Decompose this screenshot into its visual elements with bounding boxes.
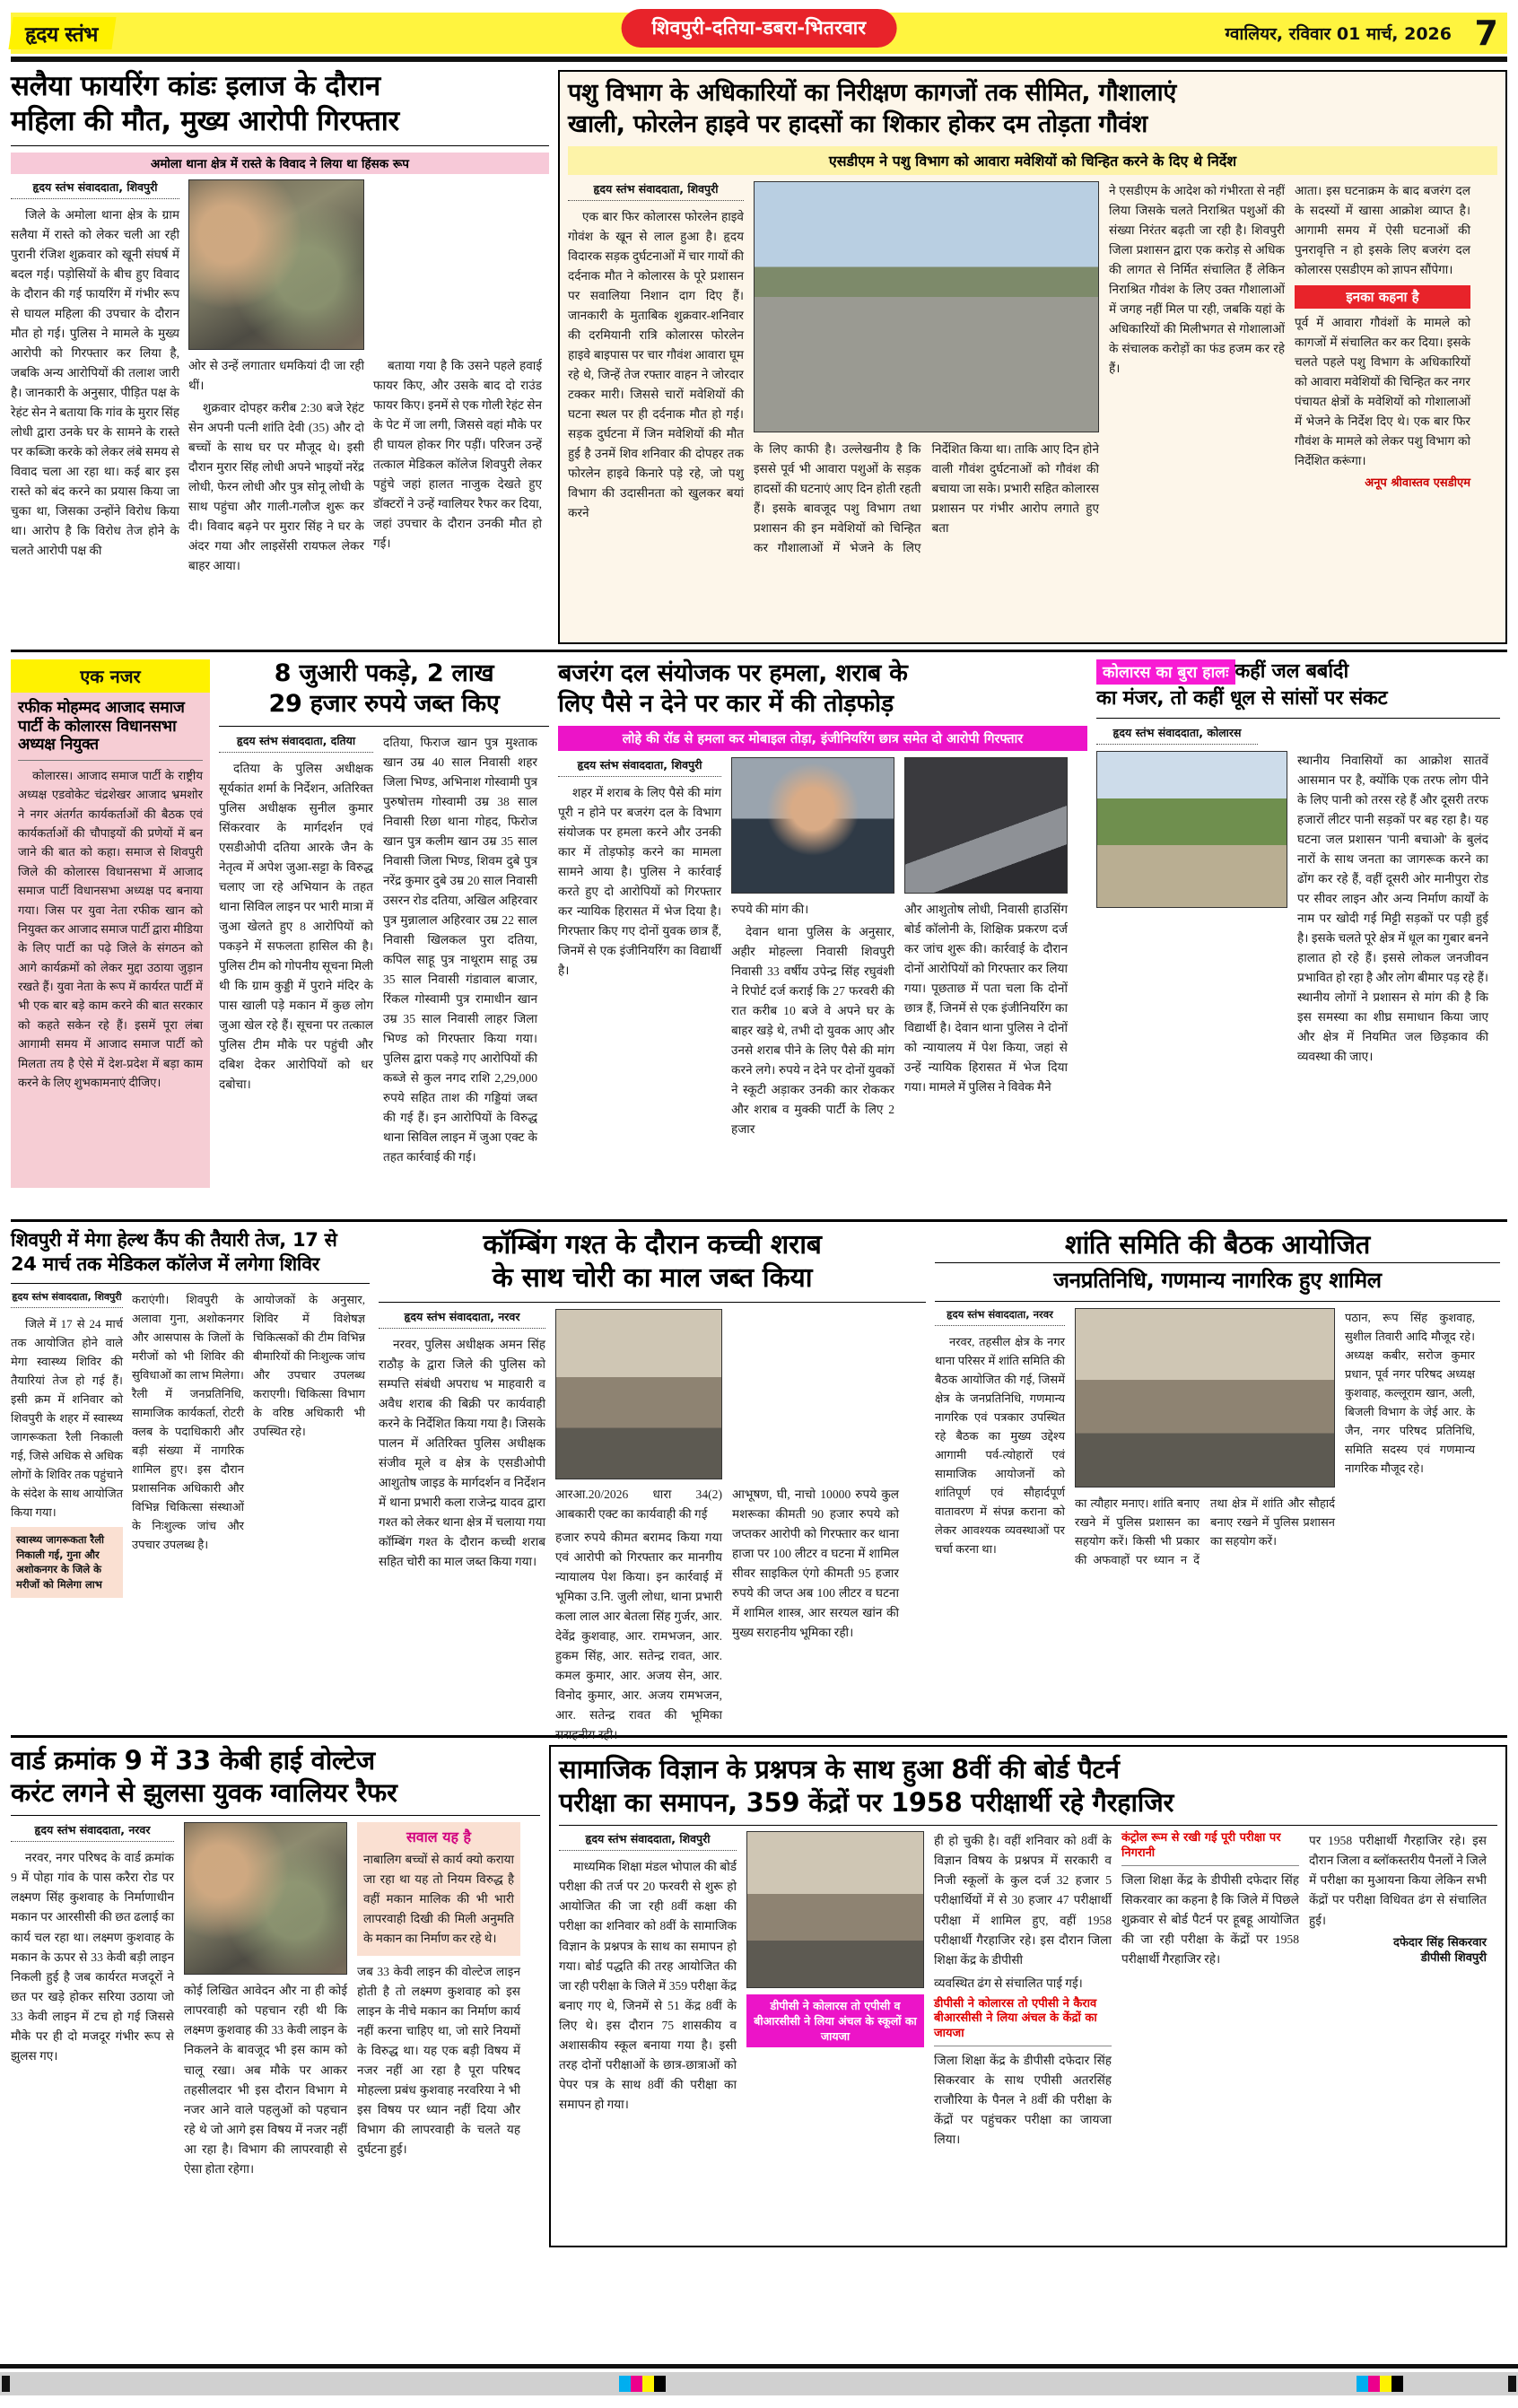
jua-byline: हृदय स्तंभ संवाददाता, दतिया bbox=[219, 733, 373, 753]
exam-text-2: ही हो चुकी है। वहीं शनिवार को 8वीं के विज्ञान विषय के प्रश्नपत्र में सरकारी व निजी स्कूलों के कुल दर्ज 32 हजार 5 परीक्षार्थियों में से 30 हजार 47 परीक्षार्थी परीक्षा में शामिल हुए, वहीं 1958 परीक्षार्थी गैरहाजिर रहे। इस दौरान जिला शिक्षा केंद्र के डीपीसी bbox=[934, 1834, 1112, 1967]
health-text-1: जिले में 17 से 24 मार्च तक आयोजित होने वाले मेगा स्वास्थ्य शिविर की तैयारियां तेज हो गई हैं। इसी क्रम में शनिवार को शिवपुरी के शहर में स्वास्थ्य जागरूकता रैली निकाली गई, जिसे अधिक से अधिक लोगों के शिविर तक पहुंचाने के संदेश के साथ आयोजित किया गया। bbox=[11, 1316, 123, 1519]
ek-nazar-title: एक नजर bbox=[11, 659, 210, 693]
shanti-photo-col bbox=[1075, 1308, 1335, 1569]
shanti-text-4: पठान, रूप सिंह कुशवाह, सुशील तिवारी आदि मौजूद रहे। अध्यक्ष कबीर, सरोज कुमार प्रधान, पूर्व नगर परिषद अध्यक्ष कुशवाह, कल्लूराम खान, अली, बिजली विभाग के जेई आर. के जैन, नगर परिषद प्रतिनिधि, समिति सदस्य एवं गणमान्य नागरिक मौजूद रहे। bbox=[1345, 1310, 1475, 1475]
exam-col-1 bbox=[559, 1831, 737, 2152]
salaiya-text-2b: शुक्रवार दोपहर करीब 2:30 बजे रेहंट सेन अपनी पत्नी शांति देवी (35) और दो बच्चों के साथ घर पर मौजूद थे। इसी दौरान मुरार सिंह लोधी अपने भाइयों नरेंद्र लोधी, फेरन लोधी और पुत्र सोनू लोधी के साथ पहुंचा और गाली-गलौज शुरू कर दी। विवाद बढ़ने पर मुरार सिंह ने घर के अंदर गया और लाइसेंसी रायफल लेकर बाहर आया। bbox=[188, 401, 364, 573]
divider bbox=[11, 1283, 370, 1284]
bajrang-col-2 bbox=[731, 757, 894, 1142]
edition-badge: शिवपुरी-दतिया-डबरा-भितरवार bbox=[622, 9, 897, 48]
exam-sign-title: डीपीसी शिवपुरी bbox=[1420, 1951, 1487, 1966]
cmyk-swatch-group-left bbox=[619, 2376, 666, 2392]
combing-photo-seizure bbox=[555, 1309, 722, 1479]
combing-headline-line2: के साथ चोरी का माल जब्त किया bbox=[492, 1262, 813, 1295]
pashu-col-3 bbox=[1109, 181, 1285, 589]
divider bbox=[379, 1302, 926, 1303]
article-exam-board bbox=[549, 1745, 1507, 2247]
newspaper-page bbox=[0, 13, 1518, 2408]
bajrang-text-2b: देवान थाना पुलिस के अनुसार, अहीर मोहल्ला निवासी शिवपुरी निवासी 33 वर्षीय उपेन्द्र सिंह रघुवंशी ने रिपोर्ट दर्ज कराई कि 27 फरवरी की रात करीब 10 बजे वे अपने घर के बाहर खड़े थे, तभी दो युवक आए और उनसे शराब पीने के लिए पैसे की मांग करने लगे। रुपये न देने पर दोनों युवकों ने स्कूटी अड़ाकर उनकी कार रोककर और शराब व मुक्की पार्टी के लिए 2 हजार bbox=[731, 924, 894, 1136]
kolaras-headline-highlight: कोलारस का बुरा हालः bbox=[1096, 659, 1235, 685]
exam-sign-name: दफेदार सिंह सिकरवार bbox=[1393, 1935, 1487, 1950]
kolaras-byline: हृदय स्तंभ संवाददाता, कोलारस bbox=[1096, 725, 1258, 745]
article-shanti-samiti bbox=[935, 1229, 1500, 1732]
exam-headline-line2: परीक्षा का समापन, 359 केंद्रों पर 1958 परीक्षार्थी रहे गैरहाजिर bbox=[559, 1787, 1174, 1819]
health-headline-line2: 24 मार्च तक मेडिकल कॉलेज में लगेगा शिविर bbox=[11, 1252, 320, 1275]
exam-text-2-sub: व्यवस्थित ढंग से संचालित पाई गई। bbox=[934, 1976, 1083, 1990]
pashu-photo-highway bbox=[754, 181, 1099, 432]
pashu-photo-col bbox=[754, 181, 1099, 589]
shanti-byline: हृदय स्तंभ संवाददाता, नरवर bbox=[935, 1308, 1065, 1326]
salaiya-text-2a: ओर से उन्हें लगातार धमकियां दी जा रही थीं। bbox=[188, 359, 364, 393]
exam-photo-center bbox=[746, 1831, 924, 1988]
article-combing bbox=[379, 1229, 926, 1741]
jua-text-1: दतिया के पुलिस अधीक्षक सूर्यकांत शर्मा के निर्देशन, अतिरिक्त पुलिस अधीक्षक सुनील कुमार सिंकरवार के मार्गदर्शन एवं एसडीओपी दतिया आरके जैन के नेतृत्व में अपेश जुआ-सट्टा के विरुद्ध चलाए जा रहे अभियान के तहत थाना सिविल लाइन पर भारी मात्रा में जुआ खेलते हुए 8 आरोपियों को पकड़ने में सफलता हासिल की है। पुलिस टीम को गोपनीय सूचना मिली थी कि ग्राम कुड्डी में पुराने मंदिर के पास खाली पड़े मकान में कुछ लोग जुआ खेल रहे हैं। सूचना पर तत्काल पुलिस टीम मौके पर पहुंची और दबिश देकर आरोपियों को धर दबोचा। bbox=[219, 761, 373, 1091]
page-number: 7 bbox=[1474, 13, 1498, 53]
exam-text-5: पर 1958 परीक्षार्थी गैरहाजिर रहे। इस दौरान जिला व ब्लॉकस्तरीय पैनलों ने जिले में परीक्षा का मुआयना किया लेकिन सभी केंद्रों पर परीक्षा विधिवत ढंग से संचालित हुई। bbox=[1309, 1834, 1487, 1927]
masthead-rule bbox=[11, 57, 1507, 62]
exam-text-1: माध्यमिक शिक्षा मंडल भोपाल की बोर्ड परीक्षा की तर्ज पर 20 फरवरी से शुरू हो आयोजित की जा रही 8वीं कक्षा की परीक्षा का शनिवार को 8वीं के सामाजिक विज्ञान के प्रश्नपत्र के साथ का समापन हो गया। बोर्ड पद्धति की तरह आयोजित की जा रही परीक्षा के जिले में 359 परीक्षा केंद्र बनाए गए थे, जिनमें से 51 केंद्र 8वीं के लिए थे। इस दौरान 75 शासकीय व अशासकीय स्कूल बनाया गया है। इसी तरह दोनों परीक्षाओं के छात्र-छात्राओं को पेपर पत्र के साथ 8वीं की परीक्षा का समापन हो गया। bbox=[559, 1860, 737, 2111]
health-col-1 bbox=[11, 1290, 123, 1598]
salaiya-col-1 bbox=[11, 179, 179, 592]
pashu-col-4 bbox=[1295, 181, 1470, 589]
pashu-text-3: ने एसडीएम के आदेश को गंभीरता से नहीं लिया जिसके चलते निराश्रित पशुओं की संख्या निरंतर बढ़ती जा रही है। शिवपुरी जिला प्रशासन द्वारा एक करोड़ से अधिक की लागत से निर्मित संचालित हैं लेकिन निराश्रित गौवंश के लिए उक्त गौशालाओं में जगह नहीं मिल पा रही, जबकि यहां के अधिकारियों की मिलीभगत से गोशालाओं के संचालक करोड़ों का फंड हजम कर रहे हैं। bbox=[1109, 183, 1285, 375]
salaiya-photo bbox=[188, 179, 364, 350]
pashu-kicker: एसडीएम ने पशु विभाग को आवारा मवेशियों को चिन्हित करने के दिए थे निर्देश bbox=[568, 146, 1497, 175]
kolaras-headline-line2: का मंजर, तो कहीं धूल से सांसों पर संकट bbox=[1096, 687, 1388, 710]
bottom-rule bbox=[0, 2364, 1518, 2369]
bajrang-headline-line1: बजरंग दल संयोजक पर हमला, शराब के bbox=[558, 659, 908, 687]
current-question-title: सवाल यह है bbox=[406, 1828, 472, 1846]
health-col-3 bbox=[253, 1290, 365, 1598]
salaiya-headline-line1: सलैया फायरिंग कांडः इलाज के दौरान bbox=[11, 70, 380, 102]
article-jua bbox=[219, 659, 549, 1216]
exam-col-3 bbox=[1121, 1831, 1299, 2152]
current-text-2: कोई लिखित आवेदन और ना ही कोई लापरवाही को पहचान रही थी कि लक्ष्मण कुशवाह की 33 केवी लाइन के निकलने के बावजूद भी इस काम को चालू रखा। अब मौके पर आकर तहसीलदार भी इस दौरान विभाग मे नजर आने वाले पहलुओं को पहचान रहे थे जो आगे इस विषय में नजर नहीं आ रहा है। विभाग की लापरवाही से ऐसा होता रहेगा। bbox=[184, 1984, 347, 2176]
sidebar-ek-nazar bbox=[11, 659, 210, 1216]
bajrang-text-3: और आशुतोष लोधी, निवासी हाउसिंग बोर्ड कॉलोनी के, शिक्षिक प्रकरण दर्ज कर जांच शुरू की। कार्रवाई के दौरान दोनों आरोपियों को गिरफ्तार कर लिया गया। पूछताछ में पता चला कि दोनों छात्र हैं, जिनमें से एक इंजीनियरिंग का विद्यार्थी है। देवान थाना पुलिस ने दोनों को न्यायालय में पेश किया, जहां से उन्हें न्यायिक हिरासत में भेज दिया गया। मामले में पुलिस ने विवेक मैने bbox=[904, 902, 1068, 1094]
divider bbox=[11, 1815, 540, 1816]
pashu-text-2: के लिए काफी है। उल्लेखनीय है कि इससे पूर्व भी आवारा पशुओं के सड़क हादसों की घटनाएं आए दिन होती रहती हैं। इसके बावजूद पशु विभाग तथा प्रशासन की इन मवेशियों को चिन्हित कर गौशालाओं में भेजने के लिए निर्देशित किया था। ताकि आए दिन होने वाली गौवंश दुर्घटनाओं को गौवंश की बचाया जा सके। प्रभारी सहित कोलारस प्रशासन पर गंभीर आरोप लगाते हुए बता bbox=[754, 441, 1099, 554]
divider bbox=[935, 1301, 1500, 1302]
jua-text-2: दतिया, फिराज खान पुत्र मुश्ताक खान उम्र 40 साल निवासी शहर जिला भिण्ड, अभिनाश गोस्वामी पुत्र पुरुषोत्तम गोस्वामी उम्र 38 साल निवासी रिछा थाना गोहद, फिरोज खान पुत्र कलीम खान उम्र 35 साल निवासी जिला भिण्ड, शिवम दुबे पुत्र नरेंद्र कुमार दुबे उम्र 20 साल निवासी उसरन रोड दतिया, अखिल अहिरवार पुत्र मुन्नालाल अहिरवार उम्र 22 साल निवासी खिलकल पुरा दतिया, कपिल साहू पुत्र नाथूराम साहू उम्र 35 साल निवासी गंडावाल बाजार, रिंकल गोस्वामी पुत्र रामाधीन खान उम्र 35 साल निवासी लाहर जिला भिण्ड को गिरफ्तार किया गया। पुलिस द्वारा पकड़े गए आरोपियों की कब्जे से कुल नगद राशि 2,29,000 रुपये सहित ताश की गड्डियां जब्त की गई हैं। इन आरोपियों के विरुद्ध थाना सिविल लाइन में जुआ एक्ट के तहत कार्रवाई की गई। bbox=[383, 735, 537, 1165]
current-byline: हृदय स्तंभ संवाददाता, नरवर bbox=[11, 1822, 174, 1842]
pashu-headline-line2: खाली, फोरलेन हाइवे पर हादसों का शिकार होकर दम तोड़ता गौवंश bbox=[568, 109, 1147, 138]
jua-headline-line1: 8 जुआरी पकड़े, 2 लाख bbox=[274, 659, 494, 687]
current-headline-line2: करंट लगने से झुलसा युवक ग्वालियर रैफर bbox=[11, 1777, 397, 1809]
kolaras-photo-col bbox=[1096, 751, 1287, 1069]
health-byline: हृदय स्तंभ संवाददाता, शिवपुरी bbox=[11, 1290, 123, 1308]
combing-col-3 bbox=[732, 1309, 899, 1748]
shanti-text-2: का त्यौहार मनाए। शांति बनाए रखने में पुलिस प्रशासन का सहयोग करें। किसी भी प्रकार की अफवाहों पर ध्यान न दें तथा क्षेत्र में शांति और सौहार्द बनाए रखने में पुलिस प्रशासन का सहयोग करें। bbox=[1075, 1496, 1335, 1566]
current-text-1: नरवर, नगर परिषद के वार्ड क्रमांक 9 में पोहा गांव के पास करैरा रोड पर लक्ष्मण सिंह कुशवाह के निर्माणाधीन मकान पर आरसीसी की छत ढलाई का कार्य चल रहा था। लक्ष्मण कुशवाह के मकान के ऊपर से 33 केवी बड़ी लाइन निकली हुई है जब कार्यरत मजदूरों ने छत पर खड़े होकर सरिया उठाया जो 33 केवी लाइन में टच हो गई जिससे मौके पर ही दो मजदूर गंभीर रूप से झुलस गए। bbox=[11, 1851, 174, 2063]
current-question-text: नाबालिग बच्चों से कार्य क्यो कराया जा रहा था यह तो नियम विरुद्ध है वहीं मकान मालिक की भी भारी लापरवाही दिखी की मिली अनुमति के मकान का निर्माण कर रहे थे। bbox=[363, 1853, 514, 1945]
combing-caption: आरआ.20/2026 धारा 34(2) आबकारी एक्ट का कार्यवाही की गई bbox=[555, 1487, 722, 1521]
ek-nazar-text: कोलारस। आजाद समाज पार्टी के राष्ट्रीय अध्यक्ष एडवोकेट चंद्रशेखर आजाद भ्रमशोर ने नगर अंतर्गत कार्यकर्ताओं की बैठक एवं कार्यकर्ताओं की चौपाइयों की प्रणेयों में बन जाने की बात को कहा। समाज से शिवपुरी जिले की कोलारस विधानसभा में आजाद समाज पार्टी विधानसभा अध्यक्ष पद बनाया गया। जिस पर युवा नेता रफीक खान को नियुक्त कर आजाद समाज पार्टी द्वारा मीडिया के लिए पार्टी का पढ़े जिले के संगठन को आगे कार्यक्रमों को लेकर मुद्दा उठाया जुड़ान रखते हैं। युवा नेता के रूप में कार्यरत पार्टी में भी एक बार बड़े काम करने की बात सरकार को कहते सकेन रहे हैं। इसमें पूरा लंबा आगामी समय में आजाद समाज पार्टी को मिलता तय है ऐसे में देश-प्रदेश में बड़ा काम करने के लिए शुभकामनाएं दीजिए। bbox=[18, 768, 203, 1089]
jua-col-1 bbox=[219, 733, 373, 1170]
ek-nazar-headline: रफीक मोहम्मद आजाद समाज पार्टी के कोलारस विधानसभा अध्यक्ष नियुक्त bbox=[18, 699, 203, 761]
current-col-3 bbox=[357, 1822, 520, 2181]
kolaras-col-text bbox=[1297, 751, 1488, 1069]
combing-text-2: हजार रुपये कीमत बरामद किया गया एवं आरोपी को गिरफ्तार कर मानगीय न्यायालय पेश किया। इन कार्रवाई में भूमिका उ.नि. जुली लोधा, थाना प्रभारी कला लाल आर बेतला सिंह गुर्जर, आर. देवेंद्र कुशवाह, आर. रामभजन, आर. हुकम सिंह, आर. सतेन्द्र रावत, आर. कमल कुमार, आर. अजय सेन, आर. विनोद कुमार, आर. अजय रामभजन, आर. सतेन्द्र रावत की भूमिका सराहनीय रही। bbox=[555, 1530, 722, 1741]
shanti-col-1 bbox=[935, 1308, 1065, 1569]
exam-headline-line1: सामाजिक विज्ञान के प्रश्नपत्र के साथ हुआ 8वीं की बोर्ड पैटर्न bbox=[559, 1754, 1120, 1784]
article-kolaras bbox=[1096, 659, 1500, 1216]
health-highlight-box: स्वास्थ्य जागरूकता रैली निकाली गई, गुना और अशोकनगर के जिले के मरीजों को मिलेगा लाभ bbox=[11, 1527, 123, 1598]
kolaras-headline-rest: कहीं जल बर्बादी bbox=[1234, 660, 1348, 683]
pashu-byline: हृदय स्तंभ संवाददाता, शिवपुरी bbox=[568, 181, 744, 201]
divider bbox=[11, 145, 549, 146]
brand-name: हृदय स्तंभ bbox=[25, 23, 98, 47]
health-text-3: आयोजकों के अनुसार, शिविर में विशेषज्ञ चिकित्सकों की टीम विभिन्न बीमारियों की निःशुल्क जांच और उपचार उपलब्ध कराएगी। चिकित्सा विभाग के वरिष्ठ अधिकारी भी उपस्थित रहे। bbox=[253, 1292, 365, 1438]
current-text-3: जब 33 केवी लाइन की वोल्टेज लाइन होती है तो लक्ष्मण कुशवाह को इस लाइन के नीचे मकान का निर्माण कार्य नहीं करना चाहिए था, जो सारे नियमों के विरुद्ध था। यह एक बड़ी विषय में नजर नहीं आ रहा है पूरा परिषद मोहल्ला प्रबंध कुशवाह नरवरिया ने भी इस विषय पर ध्यान नहीं दिया और विभाग की लापरवाही के चलते यह दुर्घटना हुई। bbox=[357, 1964, 520, 2156]
registration-mark-right bbox=[1508, 2376, 1516, 2392]
current-photo-col bbox=[184, 1822, 347, 2181]
bajrang-photo-accused bbox=[731, 757, 894, 894]
exam-col-4 bbox=[1309, 1831, 1487, 2152]
combing-text-1: नरवर, पुलिस अधीक्षक अमन सिंह राठौड़ के द्वारा जिले की पुलिस को सम्पत्ति संबंधी अपराध भ माहवारी व अवैध शराब की बिक्री पर कार्यवाही करने के निर्देशित किया गया है। जिसके पालन में अतिरिक्त पुलिस अधीक्षक संजीव मूले व क्षेत्र के एसडीओपी आशुतोष जाइड के मार्गदर्शन व निर्देशन में थाना प्रभारी कला राजेन्द्र यादव द्वारा गश्त को लेकर थाना क्षेत्र में चलाया गया कॉम्बिंग गश्त के दौरान कच्ची शराब सहित चोरी का माल जब्त किया गया। bbox=[379, 1337, 545, 1568]
divider bbox=[559, 1825, 1497, 1826]
divider bbox=[219, 726, 549, 727]
combing-photo-col bbox=[555, 1309, 722, 1748]
pashu-headline-line1: पशु विभाग के अधिकारियों का निरीक्षण कागजों तक सीमित, गौशालाएं bbox=[568, 79, 1176, 107]
dateline: ग्वालियर, रविवार 01 मार्च, 2026 bbox=[1225, 24, 1452, 44]
exam-col-2 bbox=[934, 1831, 1112, 2152]
health-text-2: कराएंगी। शिवपुरी के अलावा गुना, अशोकनगर और आसपास के जिलों के मरीजों को भी शिविर की सुविधाओं का लाभ मिलेगा। रैली में जनप्रतिनिधि, सामाजिक कार्यकर्ता, रोटरी क्लब के पदाधिकारी और बड़ी संख्या में नागरिक शामिल हुए। इस दौरान प्रशासनिक अधिकारी और विभिन्न चिकित्सा संस्थाओं के निःशुल्क जांच और उपचार उपलब्ध है। bbox=[132, 1292, 244, 1552]
article-health-camp bbox=[11, 1229, 370, 1732]
combing-text-3: आभूषण, घी, नाचो 10000 रुपये कुल मशरूका कीमती 90 हजार रुपये को जप्तकर आरोपी को गिरफ्तार कर थाना हाजा पर 100 लीटर व घटना में शामिल सीवर साइकिल एंगो कीमती 95 हजार रुपये की जप्त अब 100 लीटर व घटना में शामिल शास्त्र, आर सरयल खांन की मुख्य सराहनीय भूमिका रही। bbox=[732, 1487, 899, 1639]
exam-kicker: डीपीसी ने कोलारस तो एपीसी व बीआरसीसी ने लिया अंचल के स्कूलों का जायजा bbox=[746, 1994, 924, 2047]
bajrang-text-2a: रुपये की मांग की। bbox=[731, 902, 809, 916]
cmyk-registration-bar bbox=[0, 2372, 1518, 2395]
exam-text-3: जिला शिक्षा केंद्र के डीपीसी दफेदार सिंह सिकरवार के साथ एपीसी अतरसिंह राजौरिया के पैनल ने 8वीं की परीक्षा के केंद्रों पर पहुंचकर परीक्षा का जायजा लिया। bbox=[934, 2054, 1112, 2147]
current-col-1 bbox=[11, 1822, 174, 2181]
combing-byline: हृदय स्तंभ संवाददाता, नरवर bbox=[379, 1309, 545, 1329]
salaiya-col-3 bbox=[373, 179, 542, 592]
exam-text-4: जिला शिक्षा केंद्र के डीपीसी दफेदार सिंह सिकरवार का कहना है कि जिले में पिछले शुक्रवार से बोर्ड पैटर्न पर हूबहू आयोजित की जा रही परीक्षा के केंद्रों पर 1958 परीक्षार्थी गैरहाजिर रहे। bbox=[1121, 1873, 1299, 1967]
salaiya-headline-line2: महिला की मौत, मुख्य आरोपी गिरफ्तार bbox=[11, 104, 399, 137]
kolaras-photo-road bbox=[1096, 751, 1287, 908]
health-headline-line1: शिवपुरी में मेगा हेल्थ कैंप की तैयारी तेज, 17 से bbox=[11, 1229, 337, 1251]
pashu-text-4: आता। इस घटनाक्रम के बाद बजरंग दल के सदस्यों में खासा आक्रोश व्याप्त है। आगामी समय में ऐसी घटनाओं की पुनरावृत्ति न हो इसके लिए बजरंग दल कोलारस एसडीएम को ज्ञापन सौंपेगा। bbox=[1295, 183, 1470, 276]
newspaper-logo bbox=[8, 17, 116, 49]
shanti-col-4 bbox=[1345, 1308, 1475, 1569]
pashu-quote-text: पूर्व में आवारा गौवंशों के मामले को कागजों में संचालित कर कर दिया। इसके चलते पहले पशु विभाग के अधिकारियों को आवारा मवेशियों की चिन्हित कर नगर पंचायत क्षेत्रों के मवेशियों को गोशालाओं में भेजने के निर्देश दिए थे। एक बार फिर गौवंश के मामले को लेकर पशु विभाग को निर्देशित करूंगा। bbox=[1295, 315, 1470, 467]
masthead bbox=[11, 13, 1507, 54]
salaiya-col-2 bbox=[188, 179, 364, 592]
pashu-col-1 bbox=[568, 181, 744, 589]
current-photo-victim bbox=[184, 1822, 347, 1975]
current-question-box bbox=[357, 1822, 520, 1955]
combing-headline-line1: कॉम्बिंग गश्त के दौरान कच्ची शराब bbox=[483, 1229, 822, 1261]
salaiya-byline: हृदय स्तंभ संवाददाता, शिवपुरी bbox=[11, 179, 179, 199]
pashu-text-1: एक बार फिर कोलारस फोरलेन हाइवे गोवंश के खून से लाल हुआ है। हृदय विदारक सड़क दुर्घटनाओं में चार गायों की दर्दनाक मौत ने कोलारस के पूरे प्रशासन पर सवालिया निशान दाग दिए हैं। जानकारी के मुताबिक शुक्रवार-शनिवार की दरमियानी रात्रि कोलारस फोरलेन हाइवे बाइपास पर चार गौवंश आवारा घूम रहे थे, जिन्हें तेज रफ्तार वाहन ने जोरदार टक्कर मारी। जिससे चारों मवेशियों की घटना स्थल पर ही दर्दनाक मौत हो गई। सड़क दुर्घटना में जिन मवेशियों की मौत हुई है उनमें शिव शनिवार की दोपहर तक फोरलेन हाइवे किनारे पड़े रहे, जो पशु विभाग की उदासीनता को खुलकर बयां करने bbox=[568, 209, 744, 519]
salaiya-kicker: अमोला थाना क्षेत्र में रास्ते के विवाद ने लिया था हिंसक रूप bbox=[11, 153, 549, 174]
bajrang-byline: हृदय स्तंभ संवाददाता, शिवपुरी bbox=[558, 757, 721, 777]
exam-photo-col bbox=[746, 1831, 924, 2152]
exam-subhead-1: डीपीसी ने कोलारस तो एपीसी ने कैराव बीआरसीसी ने लिया अंचल के केंद्रों का जायजा bbox=[934, 1997, 1112, 2047]
article-current-accident bbox=[11, 1745, 540, 2247]
bajrang-photo-car bbox=[904, 757, 1068, 894]
shanti-photo-meeting bbox=[1075, 1308, 1335, 1488]
combing-col-1 bbox=[379, 1309, 545, 1748]
band-divider-1 bbox=[11, 650, 1507, 652]
article-salaiya-firing bbox=[11, 70, 549, 644]
article-bajrang-dal bbox=[558, 659, 1087, 1216]
jua-col-2 bbox=[383, 733, 537, 1170]
exam-byline: हृदय स्तंभ संवाददाता, शिवपुरी bbox=[559, 1831, 737, 1851]
exam-subhead-2: कंट्रोल रूम से रखी गई पूरी परीक्षा पर निगरानी bbox=[1121, 1831, 1299, 1866]
kolaras-text-1: स्थानीय निवासियों का आक्रोश सातवें आसमान पर है, क्योंकि एक तरफ लोग पीने के लिए पानी को तरस रहे हैं और दूसरी तरफ हजारों लीटर पानी सड़कों पर बह रहा है। यह घटना जल प्रशासन 'पानी बचाओ' के बुलंद नारों के साथ जनता का जागरूक करने का ढोंग कर रहे हैं, वहीं दूसरी ओर मानीपुरा रोड पर सीवर लाइन और अन्य निर्माण कार्यों के नाम पर खोदी गई मिट्टी सड़कों पर पड़ी हुई है। इसके चलते पूरे क्षेत्र में धूल का गुबार बनने हालात हो रहे हैं। इससे लोकल जनजीवन प्रभावित हो रहा है और लोग बीमार पड़ रहे हैं। स्थानीय लोगों ने प्रशासन से मांग की है कि इस समस्या का शीघ्र समाधान किया जाए और क्षेत्र में नियमित जल छिड़काव की व्यवस्था की जाए। bbox=[1297, 753, 1488, 1064]
jua-headline-line2: 29 हजार रुपये जब्त किए bbox=[268, 689, 500, 718]
salaiya-text-3: बताया गया है कि उसने पहले हवाई फायर किए, और उसके बाद दो राउंड फायर किए। इनमें से एक गोली रेहंट सेन के पेट में जा लगी, जिससे वहां मौके पर ही घायल होकर गिर पड़ीं। परिजन उन्हें तत्काल मेडिकल कॉलेज शिवपुरी लेकर पहुंचे जहां हालत नाजुक देखते हुए डॉक्टरों ने उन्हें ग्वालियर रैफर कर दिया, जहां उपचार के दौरान उनकी मौत हो गई। bbox=[373, 359, 542, 551]
salaiya-text-1: जिले के अमोला थाना क्षेत्र के ग्राम सलैया में रास्ते को लेकर चली आ रही पुरानी रंजिश शुक्रवार को खूनी संघर्ष में बदल गई। पड़ोसियों के बीच हुए विवाद के दौरान की गई फायरिंग में गंभीर रूप से घायल महिला की उपचार के दौरान मौत हो गई। पुलिस ने मामले के मुख्य आरोपी को गिरफ्तार कर लिया है, जबकि अन्य आरोपियों की तलाश जारी है। जानकारी के अनुसार, पीड़ित पक्ष के रेहंट सेन ने बताया कि गांव के मुरार सिंह लोधी द्वारा उनके घर के सामने के रास्ते पर कब्जिा करके को लेकर लंबे समय से विवाद चला आ रहा था। कई बार इस रास्ते को बंद करने का प्रयास किया जा चुका था, जिसका उन्होंने विरोध किया था। आरोप है कि विरोध तेज होने के चलते आरोपी पक्ष की bbox=[11, 208, 179, 558]
bajrang-text-1: शहर में शराब के लिए पैसे की मांग पूरी न होने पर बजरंग दल के विभाग संयोजक पर हमला करने और उनकी कार में तोड़फोड़ करने का मामला सामने आया है। पुलिस ने कार्रवाई करते हुए दो आरोपियों को गिरफ्तार कर न्यायिक हिरासत में भेज दिया है। गिरफ्तार किए गए दोनों युवक छात्र हैं, जिनमें से एक इंजीनियरिंग का विद्यार्थी है। bbox=[558, 785, 721, 977]
bajrang-col-3 bbox=[904, 757, 1068, 1142]
bajrang-col-1 bbox=[558, 757, 721, 1142]
divider bbox=[1096, 718, 1500, 719]
registration-mark-left bbox=[2, 2376, 10, 2392]
shanti-text-1: नरवर, तहसील क्षेत्र के नगर थाना परिसर में शांति समिति की बैठक आयोजित की गई, जिसमें क्षेत्र के जनप्रतिनिधि, गणमान्य नागरिक एवं पत्रकार उपस्थित रहे बैठक का मुख्य उद्देश्य आगामी पर्व-त्योहारों एवं सामाजिक आयोजनों को शांतिपूर्ण एवं सौहार्दपूर्ण वातावरण में संपन्न कराना को लेकर आवश्यक व्यवस्थाओं पर चर्चा करना था। bbox=[935, 1334, 1065, 1557]
cmyk-swatch-group-right bbox=[1357, 2376, 1403, 2392]
shanti-headline-line2: जनप्रतिनिधि, गणमान्य नागरिक हुए शामिल bbox=[935, 1262, 1500, 1293]
bajrang-headline-line2: लिए पैसे न देने पर कार में की तोड़फोड़ bbox=[558, 689, 894, 718]
shanti-headline-line1: शांति समिति की बैठक आयोजित bbox=[1064, 1229, 1371, 1260]
pashu-quote-heading: इनका कहना है bbox=[1295, 285, 1470, 309]
kolaras-headline-line1 bbox=[1096, 659, 1500, 685]
pashu-quote-attribution: अनूप श्रीवास्तव एसडीएम bbox=[1365, 475, 1470, 490]
current-headline-line1: वार्ड क्रमांक 9 में 33 केबी हाई वोल्टेज bbox=[11, 1745, 375, 1775]
health-col-2 bbox=[132, 1290, 244, 1598]
band-divider-2 bbox=[11, 1219, 1507, 1222]
article-pashu-vibhag bbox=[558, 70, 1507, 644]
bajrang-kicker: लोहे की रॉड से हमला कर मोबाइल तोड़ा, इंजीनियरिंग छात्र समेत दो आरोपी गिरफ्तार bbox=[558, 726, 1087, 751]
